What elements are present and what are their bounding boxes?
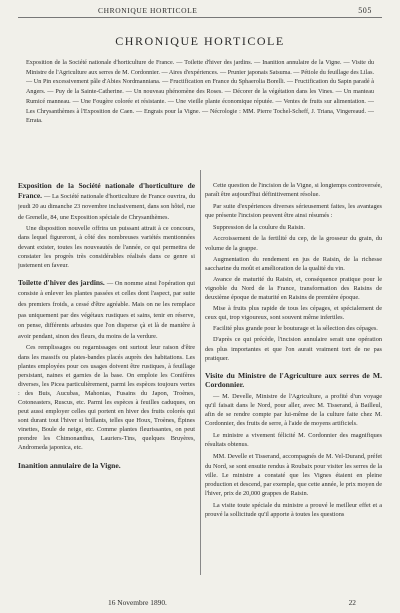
section-visite-p2: Le ministre a vivement félicité M. Cordonnier des magnifiques résultats obtenus. [205, 432, 382, 449]
running-header [18, 6, 382, 15]
section-inanition-title: Inanition annulaire de la Vigne. [18, 460, 121, 470]
column-divider [200, 170, 201, 575]
running-title: CHRONIQUE HORTICOLE [98, 6, 198, 15]
issue-date: 16 Novembre 1890. [108, 598, 167, 607]
advantage-item: Avance de maturité du Raisin, et, conséquence pratique pour le vignoble du Nord de la France, transformation des Raisins de deuxième époque de maturité en Raisins de première époque. [205, 275, 382, 302]
section-exposition-heading [18, 181, 195, 222]
summary-paragraph: Exposition de la Société nationale d'horticulture de France. — Toilette d'hiver des jardins. — Inanition annulaire de la Vigne. — Visite du Ministre de l'Agriculture aux serres de M. Cordonnier. — Aires d'expériences. — Prunier japonais Satsuma. — Pétiole du feuillage des Lilas. — Un Pin excessivement pâle d'Abies Nordmanniana. — Fructification en France du Sphaerolia Borelli. — Fructification du Sapin paradé à Angers. — Puy de la Sainte-Catherine. — Un nouveau phénomène des Roses. — Décorer de la végétation dans les Vines. — Un manteau Rumicé manneau. — Une Fougère colorée et résistante. — Une vieille plante économique réputée. — Ventes de fruits sur alimentation. — Les Chrysanthèmes à l'Exposition de Caen. — Engrais pour la Vigne. — Nécrologie : MM. Pierre Tochel-Scheff, J. Triana, Vingereaud. — Errata. [26, 60, 374, 125]
advantage-item: Augmentation du rendement en jus de Raisin, de la richesse saccharine du moût et amélioration de la qualité du vin. [205, 255, 382, 272]
right-paragraph-2: Par suite d'expériences diverses sérieusement faites, les avantages que présente l'incision peuvent être ainsi résumés : [205, 203, 382, 220]
page-number: 505 [358, 6, 372, 15]
advantage-item: Facilité plus grande pour le bouturage et la sélection des cépages. [213, 325, 378, 333]
section-visite-title: Visite du Ministre de l'Agriculture aux serres de M. Cordonnier. [205, 370, 382, 390]
section-visite-p4: La visite toute spéciale du ministre a prouvé le meilleur effet et a prouvé la sollicitude qu'il apporte à toutes les questions [205, 501, 382, 518]
header-rule [18, 17, 382, 18]
right-paragraph-1: Cette question de l'incision de la Vigne, si longtemps controversée, paraît être aujourd'hui définitivement résolue. [205, 182, 382, 199]
section-exposition-body: Une disposition nouvelle offrira un puissant attrait à ce concours, dans lequel figureront, à côté des nombreuses variétés mentionnées devant exister, toutes les nouveautés de l'année, ce qui permettra de constater les progrès très considérables réalisés dans ce genre si justement en faveur. [18, 225, 195, 269]
section-exposition-lead: — La Société nationale d'horticulture de France ouvrira, du jeudi 20 au dimanche 23 novembre inclusivement, dans son hôtel, rue de Grenelle, 84, une Exposition spéciale de Chrysanthèmes. [18, 192, 195, 221]
section-visite-p3: MM. Develle et Tisserand, accompagnés de M. Vel-Durand, préfet du Nord, se sont ensuite rendus à Roubaix pour visiter les serres de la ville. Le ministre a constaté que les Vignes étaient en pleine production et descend, par exemple, que cette année, le prix moyen de l'hiver, prix de 20,000 grappes de Raisin. [205, 453, 382, 497]
advantage-item: Suppression de la coulure du Raisin. [213, 224, 305, 232]
section-visite-p1: — M. Develle, Ministre de l'Agriculture, a profité d'un voyage qu'il faisait dans le Nord, pour aller, avec M. Tisserand, à Bailleul, afin de se rendre compte par lui-même de la culture faite chez M. Cordonnier, des fruits de serre, à l'aide de moyens artificiels. [205, 392, 382, 428]
section-exposition-title: Exposition de la Société nationale d'horticulture de France. [18, 181, 195, 200]
left-column [18, 181, 195, 603]
right-column [205, 181, 382, 611]
issue-number: 22 [348, 598, 356, 607]
chronicle-title: CHRONIQUE HORTICOLE [115, 34, 285, 48]
advantage-item: Mise à fruits plus rapide de tous les cépages, et spécialement de ceux qui, trop vigoureux, sont souvent même infertiles. [205, 305, 382, 322]
advantage-item: Accroissement de la fertilité du cep, de la grosseur du grain, du volume de la grappe. [205, 235, 382, 252]
section-toilette-lead: — On nomme ainsi l'opération qui consiste à enlever les plantes passées et celles dont l'aspect, par suite des premiers froids, a cessé d'être agréable. Mais on ne les remplace pas uniquement par des végétaux rustiques et sains, tenir en réserve, on pense, différents arbustes que l'on disperse çà et là de manière à avoir pendant, sinon des fleurs, du moins de la verdure. [18, 279, 195, 340]
section-toilette-title: Toilette d'hiver des jardins. [18, 277, 105, 287]
section-toilette-heading [18, 278, 195, 342]
page-footer [18, 598, 382, 607]
right-paragraph-3: D'après ce qui précède, l'incision annulaire serait une opération des plus importantes et que l'on aurait vraiment tort de ne pas pratiquer. [205, 336, 382, 362]
section-toilette-body: Ces remplissages ou regarnissages ont surtout leur raison d'être dans les massifs ou plates-bandes placés auprès des habitations. Les plantes employées pour ces usages doivent être rustiques, à feuillage persistant, naines et garnies de la base. On emploie les Conifères diverses, les Picea particulièrement, parmi les espèces toujours vertes : des Buis, Aucubas, Mahonias, Fusains du Japon, Troènes, Cotoneasters, Ruscus, etc. Parmi les espèces à feuilles caduques, on peut aussi employer celles qui portent en hiver des fruits colorés qui sont durant tout l'hiver si brillants, telles que Houx, Troènes, Épines vinettes, Boule de neige, etc. Comme plantes fleurissantes, on peut prendre les Chimonanthus, Lauriers-Tins, quelques Bruyères, Andromeda japonica, etc. [18, 344, 195, 452]
